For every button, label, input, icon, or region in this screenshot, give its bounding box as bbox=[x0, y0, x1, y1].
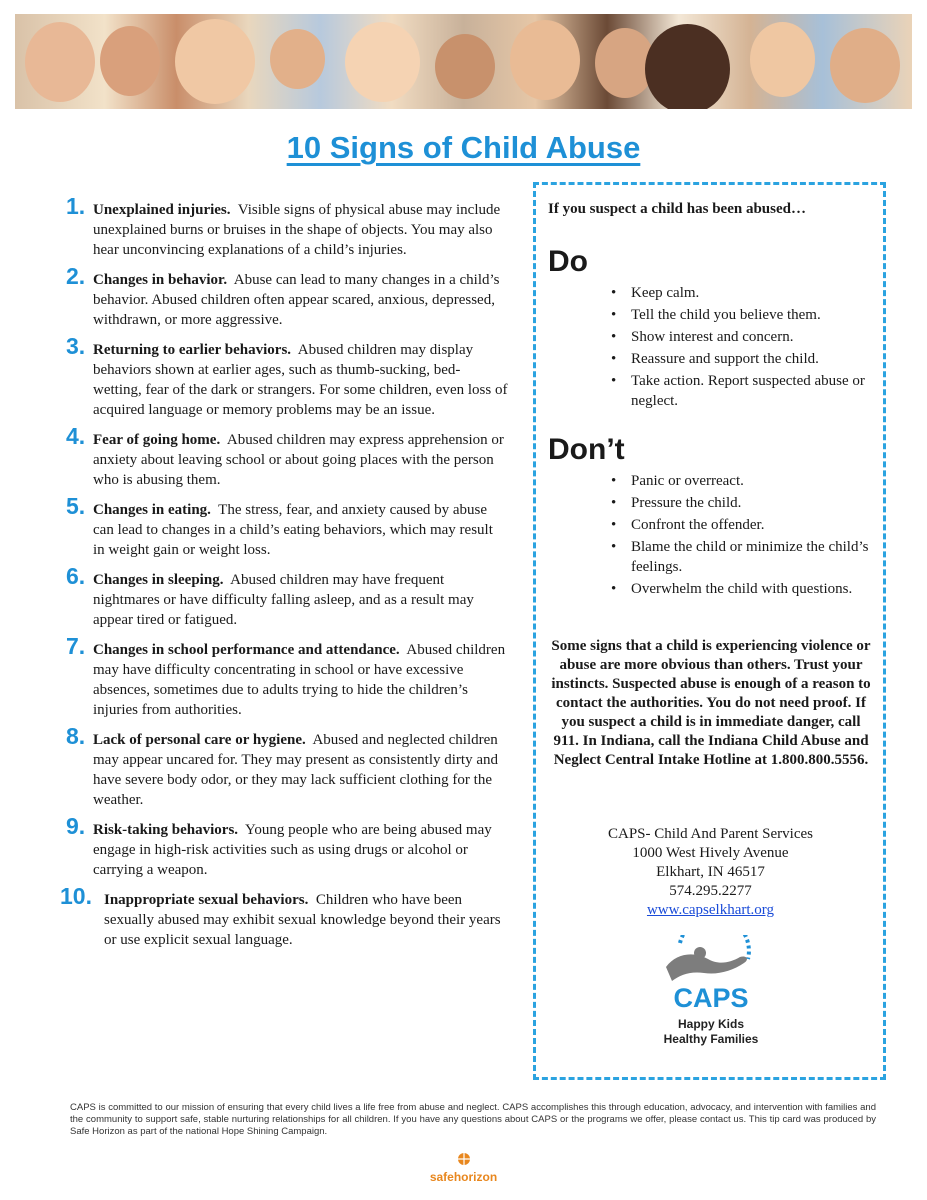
sign-heading: Changes in sleeping. bbox=[93, 572, 224, 588]
contact-city: Elkhart, IN 46517 bbox=[656, 864, 765, 880]
page-title: 10 Signs of Child Abuse bbox=[286, 130, 641, 165]
contact-phone: 574.295.2277 bbox=[669, 883, 752, 899]
list-item: • Blame the child or minimize the child’s feelings. bbox=[611, 537, 876, 577]
sign-number: 6. bbox=[66, 563, 86, 589]
sign-body: Visible signs of physical abuse may include unexplained burns or bruises in the shape of objects. You may also hear unconvincing explanations of a child’s injuries. bbox=[93, 202, 501, 258]
list-item bbox=[58, 813, 508, 880]
sign-heading: Lack of personal care or hygiene. bbox=[93, 732, 306, 748]
contact-org: CAPS- Child And Parent Services bbox=[608, 826, 813, 842]
sun-icon bbox=[455, 1150, 473, 1168]
sign-body: Abuse can lead to many changes in a child’s behavior. Abused children often appear scared, anxious, depressed, withdrawn, or more aggressive. bbox=[93, 272, 500, 328]
header-photo-banner bbox=[15, 14, 912, 109]
sign-number: 4. bbox=[66, 423, 86, 449]
sign-heading: Risk-taking behaviors. bbox=[93, 822, 239, 838]
warning-paragraph: Some signs that a child is experiencing violence or abuse are more obvious than others. Trust your instincts. Suspected abuse is enough of a reason to contact the authorities. You do not need proof. If you suspect a child is in immediate danger, call 911. In Indiana, call the Indiana Child Abuse and Neglect Central Intake Hotline at 1.800.800.5556. bbox=[551, 638, 871, 768]
sign-heading: Changes in behavior. bbox=[93, 272, 228, 288]
dont-heading: Don’t bbox=[548, 433, 625, 466]
sign-number: 2. bbox=[66, 263, 86, 289]
sign-heading: Changes in eating. bbox=[93, 502, 211, 518]
list-item bbox=[58, 193, 508, 260]
contact-block bbox=[536, 825, 885, 920]
logo-tagline-1: Happy Kids bbox=[677, 1017, 744, 1031]
sign-number: 9. bbox=[66, 813, 86, 839]
hand-heart-icon bbox=[660, 935, 760, 985]
sign-heading: Changes in school performance and attendance. bbox=[93, 642, 400, 658]
sign-number: 5. bbox=[66, 493, 86, 519]
sign-body: Abused children may have difficulty concentrating in school or have excessive absences, sometimes due to adults trying to hide the children’s injuries from authorities. bbox=[93, 642, 506, 718]
dont-list bbox=[611, 471, 876, 601]
list-item bbox=[58, 493, 508, 560]
sign-heading: Returning to earlier behaviors. bbox=[93, 342, 292, 358]
logo-name: CAPS bbox=[673, 983, 749, 1013]
sign-body: Young people who are being abused may engage in high-risk activities such as using drugs or alcohol or carrying a weapon. bbox=[93, 822, 492, 878]
sign-heading: Fear of going home. bbox=[93, 432, 221, 448]
sign-heading: Unexplained injuries. bbox=[93, 202, 231, 218]
list-item: • Keep calm. bbox=[611, 283, 876, 303]
website-link[interactable]: www.capselkhart.org bbox=[646, 902, 775, 918]
list-item: • Tell the child you believe them. bbox=[611, 305, 876, 325]
sign-body: Abused children may express apprehension or anxiety about leaving school or about going places with the person who is abusing them. bbox=[93, 432, 504, 488]
panel-intro: If you suspect a child has been abused… bbox=[548, 201, 806, 217]
list-item bbox=[58, 883, 508, 950]
sign-number: 10. bbox=[60, 883, 92, 909]
list-item: • Overwhelm the child with questions. bbox=[611, 579, 876, 599]
list-item bbox=[58, 333, 508, 420]
list-item: • Pressure the child. bbox=[611, 493, 876, 513]
caps-logo bbox=[646, 935, 776, 1055]
safehorizon-text: safehorizon bbox=[429, 1170, 498, 1184]
sign-number: 8. bbox=[66, 723, 86, 749]
logo-tagline-2: Healthy Families bbox=[663, 1032, 759, 1046]
list-item bbox=[58, 633, 508, 720]
list-item: • Take action. Report suspected abuse or neglect. bbox=[611, 371, 876, 411]
sign-heading: Inappropriate sexual behaviors. bbox=[104, 892, 309, 908]
do-list bbox=[611, 283, 876, 413]
list-item: • Confront the offender. bbox=[611, 515, 876, 535]
safehorizon-logo bbox=[0, 1150, 927, 1186]
sign-body: Children who have been sexually abused may exhibit sexual knowledge beyond their years or use explicit sexual language. bbox=[104, 892, 501, 948]
signs-list bbox=[58, 193, 508, 960]
logo-tagline bbox=[646, 1017, 776, 1047]
sign-number: 7. bbox=[66, 633, 86, 659]
sign-body: Abused children may have frequent nightmares or have difficulty falling asleep, and as a result may appear tired or fatigued. bbox=[93, 572, 474, 628]
contact-street: 1000 West Hively Avenue bbox=[632, 845, 789, 861]
list-item bbox=[58, 423, 508, 490]
suspect-abuse-panel bbox=[533, 182, 886, 1080]
list-item: • Panic or overreact. bbox=[611, 471, 876, 491]
list-item bbox=[58, 263, 508, 330]
do-heading: Do bbox=[548, 245, 588, 278]
footer-text: CAPS is committed to our mission of ensuring that every child lives a life free from abuse and neglect. CAPS accomplishes this through education, advocacy, and intervention with families and the community to support safe, stable nurturing relationships for all children. If you have any questions about CAPS or the programs we offer, please contact us. This tip card was produced by Safe Horizon as part of the national Hope Shining Campaign. bbox=[70, 1102, 876, 1137]
sign-body: Abused and neglected children may appear uncared for. They may present as consistently dirty and have severe body odor, or they may lack sufficient clothing for the weather. bbox=[93, 732, 499, 808]
sign-body: Abused children may display behaviors shown at earlier ages, such as thumb-sucking, bed-wetting, fear of the dark or strangers. For some children, even loss of acquired language or memory problems may be an issue. bbox=[93, 342, 508, 418]
list-item bbox=[58, 723, 508, 810]
list-item: • Show interest and concern. bbox=[611, 327, 876, 347]
list-item: • Reassure and support the child. bbox=[611, 349, 876, 369]
sign-number: 3. bbox=[66, 333, 86, 359]
list-item bbox=[58, 563, 508, 630]
sign-number: 1. bbox=[66, 193, 86, 219]
sign-body: The stress, fear, and anxiety caused by abuse can lead to changes in a child’s eating behaviors, which may result in weight gain or weight loss. bbox=[93, 502, 493, 558]
